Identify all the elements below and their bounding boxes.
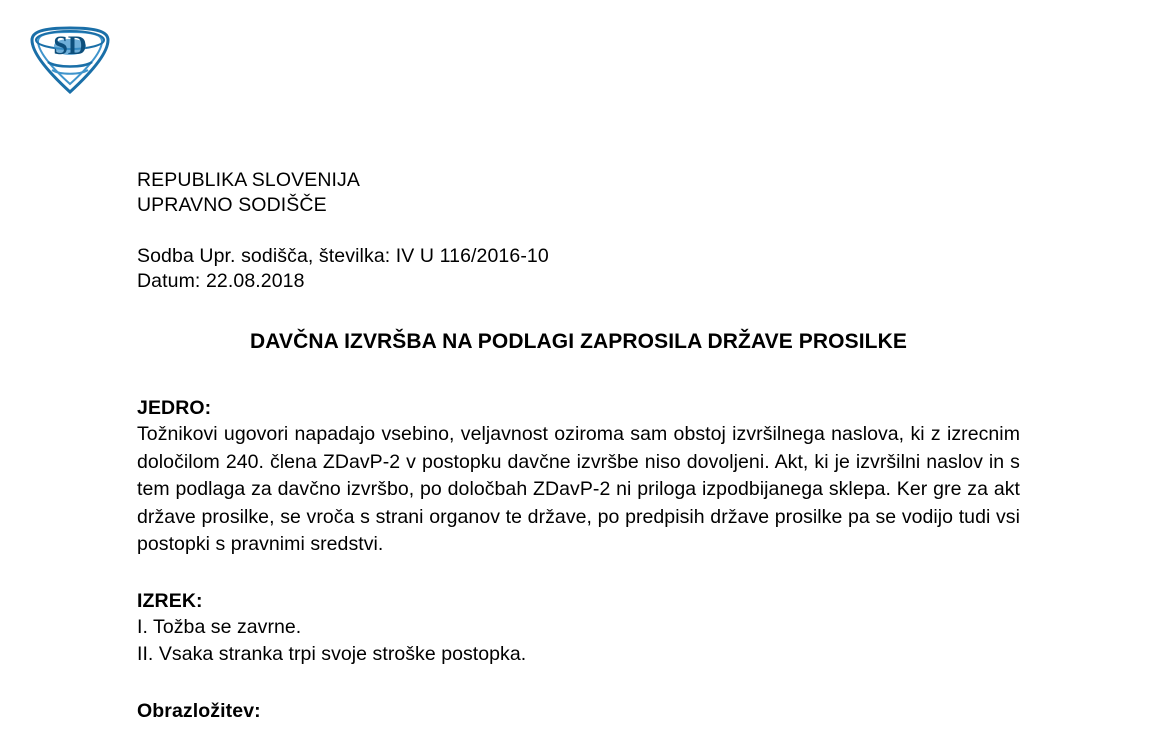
section-obrazlozitev bbox=[137, 699, 1020, 724]
case-number: Sodba Upr. sodišča, številka: IV U 116/2016-10 bbox=[137, 245, 549, 267]
document-meta bbox=[137, 244, 1020, 294]
page-title: DAVČNA IZVRŠBA NA PODLAGI ZAPROSILA DRŽAVE PROSILKE bbox=[250, 330, 907, 353]
izrek-point-1: I. Tožba se zavrne. bbox=[137, 615, 302, 638]
document-body bbox=[137, 168, 1020, 724]
section-izrek-body bbox=[137, 614, 1020, 669]
section-jedro-body: Tožnikovi ugovori napadajo vsebino, veljavnost oziroma sam obstoj izvršilnega naslova, ki z izrecnim določilom 240. člena ZDavP-2 v postopku davčne izvršbe niso dovoljeni. Akt, ki je izvršilni naslov in s tem podlaga za davčno izvršbo, po določbah ZDavP-2 ni priloga izpodbijanega sklepa. Ker gre za akt države prosilke, se vroča s strani organov te države, po predpisih države prosilke pa se vodijo tudi vsi postopki s pravnimi sredstvi. bbox=[137, 423, 1020, 555]
section-jedro bbox=[137, 396, 1020, 559]
section-izrek bbox=[137, 589, 1020, 669]
section-izrek-heading: IZREK: bbox=[137, 589, 203, 612]
logo-shield-shape bbox=[32, 28, 108, 92]
organization-line-2: UPRAVNO SODIŠČE bbox=[137, 194, 327, 216]
document-date: Datum: 22.08.2018 bbox=[137, 270, 305, 292]
section-obrazlozitev-heading: Obrazložitev: bbox=[137, 699, 261, 722]
izrek-point-2: II. Vsaka stranka trpi svoje stroške postopka. bbox=[137, 643, 527, 665]
logo-letters: SD bbox=[53, 31, 87, 60]
court-emblem-logo bbox=[24, 22, 116, 102]
organization-block bbox=[137, 168, 1020, 218]
organization-line-1: REPUBLIKA SLOVENIJA bbox=[137, 169, 360, 191]
section-jedro-heading: JEDRO: bbox=[137, 397, 212, 419]
